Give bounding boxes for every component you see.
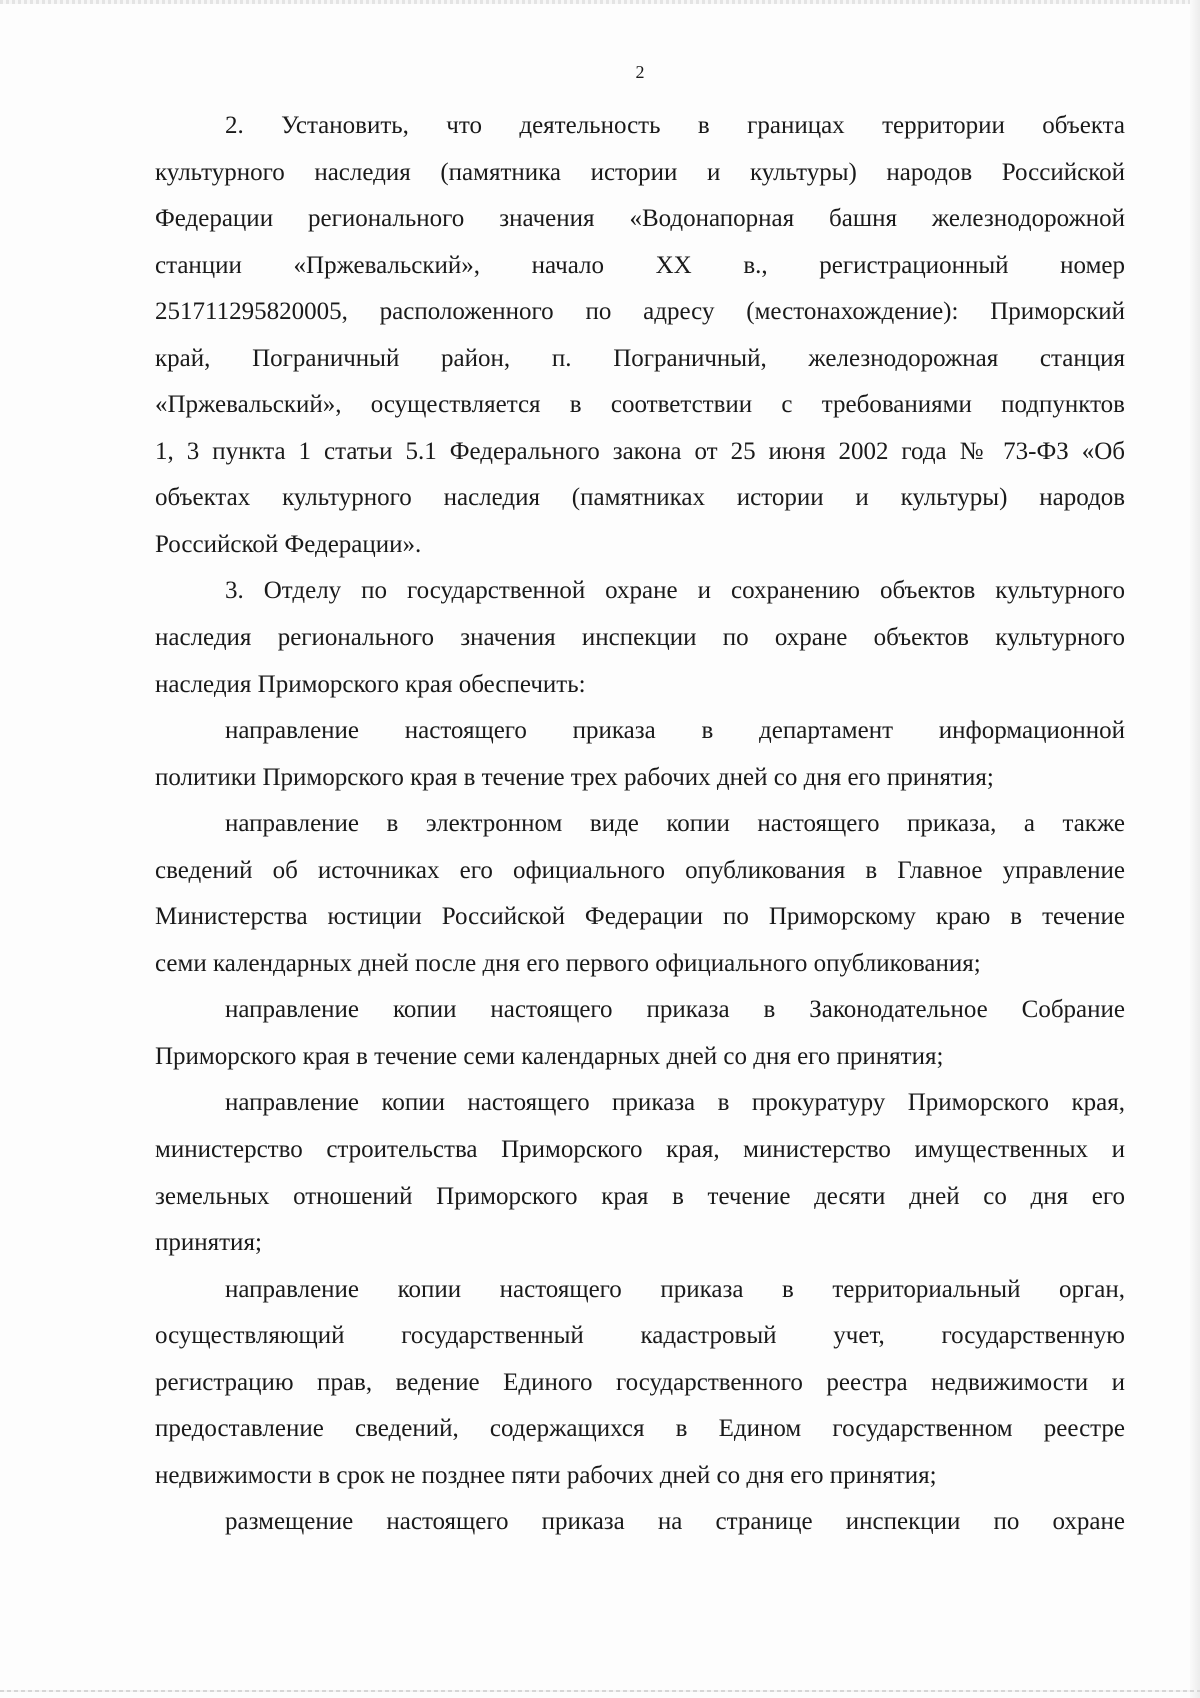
text-line: министерство строительства Приморского края, министерство имущественных и [155, 1136, 1125, 1164]
scan-edge-top [0, 0, 1200, 4]
text-line: Федерации регионального значения «Водонапорная башня железнодорожной [155, 205, 1125, 233]
text-line: регистрацию прав, ведение Единого государственного реестра недвижимости и [155, 1368, 1125, 1396]
text-line: 1, 3 пункта 1 статьи 5.1 Федерального закона от 25 июня 2002 года № 73-ФЗ «Об [155, 437, 1125, 465]
text-line: направление настоящего приказа в департамент информационной [225, 717, 1125, 745]
text-line: наследия регионального значения инспекции по охране объектов культурного [155, 624, 1125, 652]
text-line: наследия Приморского края обеспечить: [155, 670, 586, 698]
text-line: 251711295820005, расположенного по адресу (местонахождение): Приморский [155, 298, 1125, 326]
text-line: семи календарных дней после дня его первого официального опубликования; [155, 949, 981, 977]
text-line: Российской Федерации». [155, 530, 422, 558]
text-line: сведений об источниках его официального опубликования в Главное управление [155, 856, 1125, 884]
page-number: 2 [635, 62, 645, 82]
text-line: направление в электронном виде копии настоящего приказа, а также [225, 810, 1125, 838]
text-line: направление копии настоящего приказа в Законодательное Собрание [225, 996, 1125, 1024]
scan-edge-bottom [0, 1690, 1200, 1692]
text-line: предоставление сведений, содержащихся в Едином государственном реестре [155, 1415, 1125, 1443]
text-line: станции «Пржевальский», начало XX в., регистрационный номер [155, 251, 1125, 279]
text-line: направление копии настоящего приказа в прокуратуру Приморского края, [225, 1089, 1125, 1117]
text-line: Приморского края в течение семи календарных дней со дня его принятия; [155, 1042, 944, 1070]
document-body [155, 103, 1125, 1546]
text-line: политики Приморского края в течение трех рабочих дней со дня его принятия; [155, 763, 994, 791]
text-line: «Пржевальский», осуществляется в соответствии с требованиями подпунктов [155, 391, 1125, 419]
text-line: земельных отношений Приморского края в течение десяти дней со дня его [155, 1182, 1125, 1210]
text-line: размещение настоящего приказа на странице инспекции по охране [225, 1508, 1125, 1536]
text-line: край, Пограничный район, п. Пограничный, железнодорожная станция [155, 344, 1125, 372]
text-line: принятия; [155, 1229, 262, 1257]
text-line: направление копии настоящего приказа в территориальный орган, [225, 1275, 1125, 1303]
text-line: 2. Установить, что деятельность в границах территории объекта [225, 112, 1125, 139]
scan-edge-right [1190, 0, 1200, 1698]
text-line: Министерства юстиции Российской Федерации по Приморскому краю в течение [155, 903, 1125, 931]
text-line: недвижимости в срок не позднее пяти рабочих дней со дня его принятия; [155, 1461, 937, 1489]
text-line: осуществляющий государственный кадастровый учет, государственную [155, 1322, 1125, 1350]
text-line: культурного наследия (памятника истории и культуры) народов Российской [155, 158, 1125, 186]
text-line: объектах культурного наследия (памятниках истории и культуры) народов [155, 484, 1125, 512]
text-line: 3. Отделу по государственной охране и сохранению объектов культурного [225, 577, 1125, 605]
